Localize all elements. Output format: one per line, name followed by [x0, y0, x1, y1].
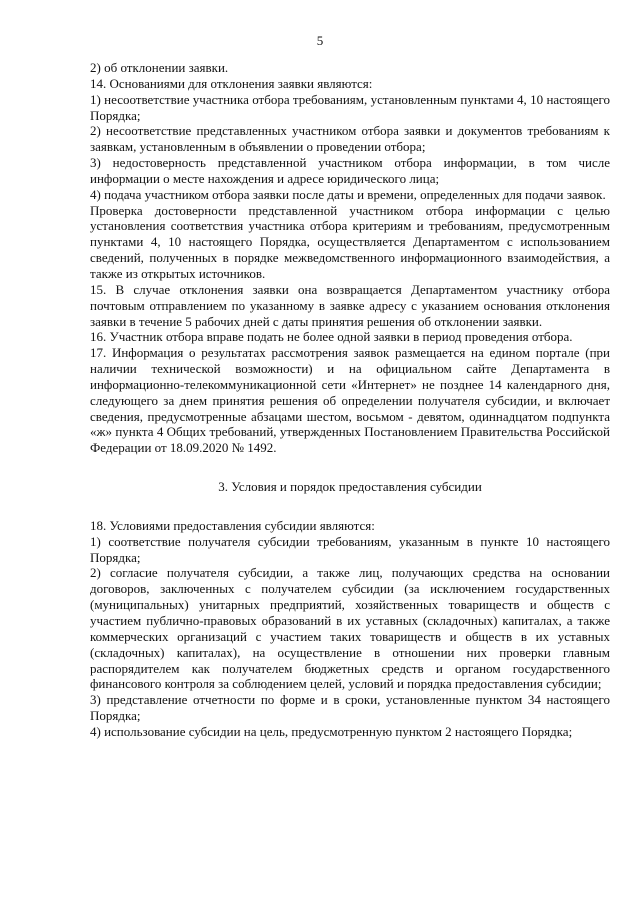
- paragraph-14-4: 4) подача участником отбора заявки после даты и времени, определенных для подачи заявок.: [90, 186, 606, 202]
- document-body: [90, 60, 610, 740]
- paragraph-17: 17. Информация о результатах рассмотрения заявок размещается на едином портале (при наличии технической возможности) и на официальном сайте Департамента в информационно-телекоммуникационной сети «Интернет» не позднее 14 календарного дня, следующего за днем принятия решения об определении получателя субсидии, и включает сведения, предусмотренные абзацами шестом, восьмом - девятом, одиннадцатом подпункта «ж» пункта 4 Общих требований, утвержденных Постановлением Правительства Российской Федерации от 18.09.2020 № 1492.: [90, 345, 610, 456]
- paragraph-14-1: 1) несоответствие участника отбора требованиям, установленным пунктами 4, 10 настоящего Порядка;: [90, 91, 610, 123]
- section-title: 3. Условия и порядок предоставления субсидии: [218, 479, 482, 495]
- paragraph-verification: Проверка достоверности представленной участником отбора информации с целью установления соответствия участника отбора критериям и требованиям, предусмотренным пунктами 4, 10 настоящего Порядка, осуществляется Департаментом с использованием сведений, полученных в порядке межведомственного информационного взаимодействия, а также из открытых источников.: [90, 202, 610, 281]
- page-number: 5: [316, 33, 324, 48]
- paragraph-14-3: 3) недостоверность представленной участником отбора информации, в том числе информации о месте нахождения и адресе юридического лица;: [90, 155, 610, 186]
- paragraph-18-4: 4) использование субсидии на цель, предусмотренную пунктом 2 настоящего Порядка;: [90, 723, 573, 739]
- paragraph-decision-rejection: 2) об отклонении заявки.: [90, 60, 229, 75]
- paragraph-18-1: 1) соответствие получателя субсидии требованиям, указанным в пункте 10 настоящего Порядка;: [90, 533, 610, 565]
- paragraph-14-2: 2) несоответствие представленных участником отбора заявки и документов требованиям к заявкам, установленным в объявлении о проведении отбора;: [90, 123, 610, 155]
- paragraph-14-grounds: 14. Основаниями для отклонения заявки являются:: [90, 75, 373, 91]
- paragraph-18-3: 3) представление отчетности по форме и в сроки, установленные пунктом 34 настоящего Порядка;: [90, 692, 610, 724]
- paragraph-15: 15. В случае отклонения заявки она возвращается Департаментом участнику отбора почтовым отправлением по указанному в заявке адресу с указанием основания отклонения заявки в течение 5 рабочих дней с даты принятия решения об отклонении заявки.: [90, 281, 610, 329]
- paragraph-18: 18. Условиями предоставления субсидии являются:: [90, 517, 375, 533]
- paragraph-16: 16. Участник отбора вправе подать не более одной заявки в период проведения отбора.: [90, 329, 573, 345]
- paragraph-18-2: 2) согласие получателя субсидии, а также лиц, получающих средства на основании договоров, заключенных с получателем субсидии (за исключением государственных (муниципальных) унитарных предприятий, хозяйственных товариществ и обществ с участием публично-правовых образований в их уставных (складочных) капиталах, а также коммерческих организаций с участием таких товариществ и обществ в их уставных (складочных) капиталах), на осуществление в отношении них проверки главным распорядителем как получателем бюджетных средств и органом государственного финансового контроля за соблюдением целей, условий и порядка предоставления субсидии;: [90, 565, 610, 692]
